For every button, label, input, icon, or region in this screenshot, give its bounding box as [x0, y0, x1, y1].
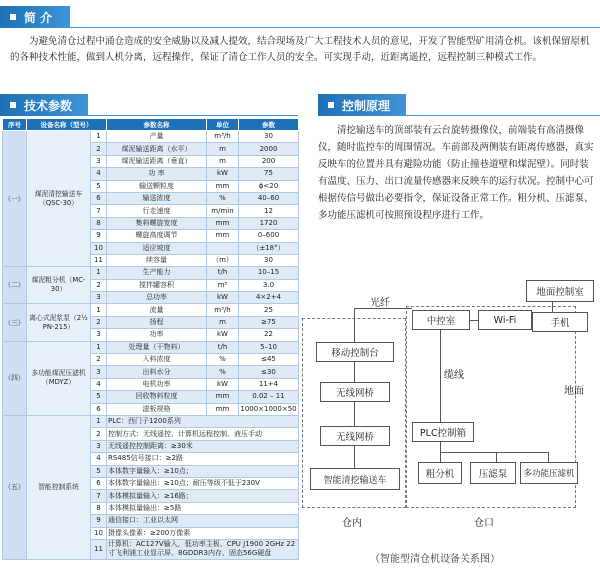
table-row [3, 304, 299, 316]
param-value: 3.0 [239, 279, 299, 291]
param-name: 生产能力 [107, 267, 207, 279]
param-value: 4×2+4 [239, 292, 299, 304]
param-name: 入料浓度 [107, 354, 207, 366]
param-unit: t/h [207, 341, 239, 353]
param-name: 搅拌罐容积 [107, 279, 207, 291]
param-value: 30 [239, 254, 299, 266]
tech-header [0, 94, 88, 116]
wifi-box: Wi-Fi [478, 310, 532, 330]
row-index: 3 [91, 155, 107, 167]
connector-line [496, 452, 497, 462]
row-index: 11 [91, 539, 107, 559]
param-name: 处理量（干物料） [107, 341, 207, 353]
param-value: ≥75 [239, 316, 299, 328]
col-header: 参数 [239, 119, 299, 131]
pump-box: 压滤泵 [470, 462, 516, 484]
param-unit: mm [207, 230, 239, 242]
param-value: 30 [239, 131, 299, 143]
param-unit: % [207, 366, 239, 378]
row-index: 5 [91, 180, 107, 192]
param-name: 总功率 [107, 292, 207, 304]
param-name: 出料水分 [107, 366, 207, 378]
row-index: 10 [91, 242, 107, 254]
car-box: 智能清挖输送车 [310, 468, 400, 490]
row-index: 5 [91, 391, 107, 403]
param-value: 22 [239, 329, 299, 341]
param-name: 功 率 [107, 168, 207, 180]
param-value: 25 [239, 304, 299, 316]
param-unit: mm [207, 180, 239, 192]
param-description: 本体模拟量输入：≥16路； [107, 490, 299, 502]
control-divider [406, 115, 600, 116]
row-index: 1 [91, 415, 107, 427]
param-unit: m³/h [207, 131, 239, 143]
connector-line [354, 402, 355, 426]
device-name: 离心式泥浆泵（2½ PN-215） [27, 304, 91, 341]
param-unit: m [207, 316, 239, 328]
intro-text: 为避免清仓过程中涌仓造成的安全威胁以及减人提效，结合现场及广大工程技术人员的意见，开发了智能型矿用清仓机。该机保留原机的各种技术性能，做到人机分离，远程操作，保证了清仓工作人员的安全。可实现手动，近距离遥控，远程控制三种模式工作。 [10, 36, 590, 63]
param-value: 40–60 [239, 192, 299, 204]
mobile-control-box: 移动控制台 [316, 342, 394, 362]
diagram-caption: （智能型清仓机设备关系图） [370, 554, 500, 565]
intro-divider [70, 27, 600, 28]
relation-diagram [300, 270, 600, 582]
row-index: 8 [91, 217, 107, 229]
row-index: 1 [91, 131, 107, 143]
table-row [3, 415, 299, 427]
param-value: 11+4 [239, 378, 299, 390]
bridge-box-2: 无线网桥 [320, 426, 390, 446]
param-value: 2000 [239, 143, 299, 155]
param-value: 0–600 [239, 230, 299, 242]
row-index: 11 [91, 254, 107, 266]
col-header: 单位 [207, 119, 239, 131]
coarse-box: 粗分机 [418, 462, 462, 484]
param-value: 12 [239, 205, 299, 217]
param-value: 200 [239, 155, 299, 167]
ground-control-box: 地面控制室 [526, 280, 594, 302]
table-row [3, 131, 299, 143]
param-description: 计算机：AC127V输入，低功率主板、CPU J1900 2GHz 22寸飞利浦工业显示屏、8GDDR3内存、固态56G硬盘 [107, 539, 299, 559]
param-name: 滤板规格 [107, 403, 207, 415]
param-name: 流量 [107, 304, 207, 316]
ground-label: 地面 [564, 386, 584, 397]
row-index: 9 [91, 515, 107, 527]
plc-box: PLC控制箱 [412, 422, 474, 442]
connector-line [470, 320, 478, 321]
tech-divider [88, 115, 298, 116]
param-unit: m [207, 143, 239, 155]
table-row [3, 267, 299, 279]
param-unit: mm [207, 391, 239, 403]
fiber-line [354, 308, 355, 342]
param-unit: kW [207, 378, 239, 390]
param-value: 1720 [239, 217, 299, 229]
param-unit: m³/h [207, 304, 239, 316]
connector-line [354, 362, 355, 382]
intro-header [0, 6, 70, 28]
param-unit: % [207, 354, 239, 366]
row-index: 1 [91, 304, 107, 316]
row-index: 3 [91, 329, 107, 341]
param-description: PLC：西门子1200系列 [107, 415, 299, 427]
row-index: 8 [91, 502, 107, 514]
col-header: 序号 [3, 119, 27, 131]
connector-line [440, 452, 548, 453]
param-description: RS485信号接口：≥2路 [107, 453, 299, 465]
intro-title: 简 介 [24, 10, 53, 25]
param-name: 集料螺旋宽度 [107, 217, 207, 229]
param-description: 本体数字量输入：≥10点； [107, 465, 299, 477]
param-name: 续容量 [107, 254, 207, 266]
row-index: 3 [91, 440, 107, 452]
param-unit: kW [207, 329, 239, 341]
param-description: 本体模拟量输出：≥5路 [107, 502, 299, 514]
param-value: 1000×1000×50 [239, 403, 299, 415]
row-index: 6 [91, 477, 107, 489]
param-unit: % [207, 192, 239, 204]
row-index: 9 [91, 230, 107, 242]
square-icon [10, 14, 16, 20]
param-unit: m [207, 155, 239, 167]
row-index: 6 [91, 192, 107, 204]
outlet-label: 仓口 [474, 518, 494, 529]
param-name: 功率 [107, 329, 207, 341]
spec-header-row [3, 119, 299, 131]
row-index: 2 [91, 428, 107, 440]
group-number: （四） [3, 341, 27, 415]
group-number: （三） [3, 304, 27, 341]
param-name: 输送浓度 [107, 192, 207, 204]
param-description: 通信接口：工业以太网 [107, 515, 299, 527]
connector-line [354, 446, 355, 468]
row-index: 2 [91, 354, 107, 366]
square-icon [10, 102, 16, 108]
param-unit: m³ [207, 279, 239, 291]
param-value: ϕ<20 [239, 180, 299, 192]
row-index: 2 [91, 316, 107, 328]
cable-line [440, 330, 441, 424]
param-name: 电机功率 [107, 378, 207, 390]
control-header [318, 94, 406, 116]
param-description: 摄像头像素：≥200万像素 [107, 527, 299, 539]
device-name: 智能控制系统 [27, 415, 91, 559]
square-icon [328, 102, 334, 108]
param-name: 回收物料粒度 [107, 391, 207, 403]
param-description: 无线遥控控制距离：≥30米 [107, 440, 299, 452]
table-row [3, 341, 299, 353]
control-title: 控制原理 [342, 98, 391, 113]
param-name: 输送颗粒度 [107, 180, 207, 192]
param-name: 扬程 [107, 316, 207, 328]
row-index: 7 [91, 490, 107, 502]
device-name: 煤泥粗分机（MC-30） [27, 267, 91, 304]
group-number: （一） [3, 131, 27, 267]
spec-table [2, 118, 299, 560]
row-index: 3 [91, 366, 107, 378]
param-unit: kW [207, 168, 239, 180]
inside-label: 仓内 [342, 518, 362, 529]
row-index: 2 [91, 279, 107, 291]
param-value: 5–10 [239, 341, 299, 353]
param-name: 产量 [107, 131, 207, 143]
row-index: 1 [91, 341, 107, 353]
phone-box: 手机 [532, 312, 588, 332]
device-name: 多功能煤泥压滤机（MDYZ） [27, 341, 91, 415]
param-value: ≤30 [239, 366, 299, 378]
filter-box: 多功能压滤机 [520, 462, 578, 484]
param-name: 螺旋高度调节 [107, 230, 207, 242]
param-unit: m/min [207, 205, 239, 217]
row-index: 5 [91, 465, 107, 477]
param-name: 行走速度 [107, 205, 207, 217]
row-index: 1 [91, 267, 107, 279]
param-name: 适应坡度 [107, 242, 207, 254]
param-unit: mm [207, 217, 239, 229]
row-index: 4 [91, 453, 107, 465]
row-index: 10 [91, 527, 107, 539]
tech-title: 技术参数 [24, 98, 73, 113]
param-description: 控制方式：无线遥控、计算机远程控制、液压手动 [107, 428, 299, 440]
col-header: 参数名称 [107, 119, 207, 131]
param-value: ≤45 [239, 354, 299, 366]
bridge-box-1: 无线网桥 [320, 382, 390, 402]
row-index: 7 [91, 205, 107, 217]
group-number: （五） [3, 415, 27, 559]
connector-line [548, 452, 549, 462]
col-header: 设备名称（型号） [27, 119, 107, 131]
fiber-label: 光纤 [370, 298, 390, 309]
group-number: （二） [3, 267, 27, 304]
param-value: 0.02 – 11 [239, 391, 299, 403]
row-index: 6 [91, 403, 107, 415]
param-unit: （m） [207, 254, 239, 266]
central-control-box: 中控室 [412, 310, 470, 330]
param-unit: kW [207, 292, 239, 304]
device-name: 煤泥清挖输送车（QSC-30） [27, 131, 91, 267]
row-index: 4 [91, 378, 107, 390]
param-unit: t/h [207, 267, 239, 279]
param-description: 本体数字量输出：≥10点；耐压等级不低于230V [107, 477, 299, 489]
param-value: 10–15 [239, 267, 299, 279]
param-name: 煤泥输送距离（水平） [107, 143, 207, 155]
param-value: 75 [239, 168, 299, 180]
param-unit: mm [207, 403, 239, 415]
row-index: 2 [91, 143, 107, 155]
control-text: 清挖输送车的顶部装有云台旋转摄像仪，前端装有高清摄像仪，随时监控车的周围情况。车前部及两侧装有距离传感器，真实反映车的位置并具有避险功能（防止撞巷道壁和煤泥壁）。同时装有温度、压力、出口流量传感器来反映车的运行状况。控制中心可根据传信号做出必要指令，保证设备正常工作。粗分机、压滤泵、多功能压滤机可按照预设程序进行工作。 [318, 125, 594, 221]
row-index: 3 [91, 292, 107, 304]
cable-label: 缆线 [444, 370, 464, 381]
param-name: 煤泥输送距离（垂直） [107, 155, 207, 167]
row-index: 4 [91, 168, 107, 180]
param-value: （±18°） [239, 242, 299, 254]
param-unit [207, 242, 239, 254]
